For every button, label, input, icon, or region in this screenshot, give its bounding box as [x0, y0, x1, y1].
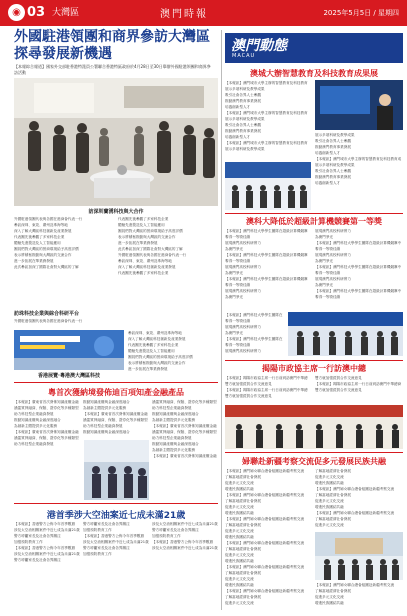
cityu-group-photo: [225, 162, 311, 210]
article1-body-col1: 外國駐港領團代表與各國在港商會代表一行 參訪深圳、東莞、廣州及珠海等地 深入了解大灣區科技創新及產業發展 代表團先後參觀了多家科技企業 體驗先進製造及人工智能應用 團員們對大灣區的營商環境給予高度評價 表示將積極推動與大灣區的交流合作 進一步拓展在華業務發展 此次參訪加深了國際社會對大灣區的了解: [14, 217, 83, 269]
article1-body-col2: 代表團先後參觀了多家科技企業 體驗先進製造及人工智能應用 團員們對大灣區的營商環境給予高度評價 表示將積極推動與大灣區的交流合作 進一步拓展在華業務發展 此次參訪加深了國際社會對大灣區的了解 外國駐港領團代表與各國在港商會代表一行 參訪深圳、東莞、廣州及珠海等地 深入了解大灣區科技創新及產業發展 代表團先後參觀了多家科技企業: [118, 217, 187, 275]
article1-subhead: 訪珠科技企業與綜合科研平台: [14, 311, 80, 317]
divider-r3: [225, 452, 403, 453]
xinjiang-photo: [315, 532, 403, 580]
headline-ip-finance: 粵首次獲納境發佈迪百項知產金融產品: [48, 388, 184, 397]
r4-body-col1: 【本報訊】澳門婦女聯合總會組團赴新疆考察交流 了解當地經濟社會發展 促進多元文化交流 增進民族團結共融 【本報訊】澳門婦女聯合總會組團赴新疆考察交流 了解當地經濟社會發展 促進多元文化交流 增進民族團結共融 【本報訊】澳門婦女聯合總會組團赴新疆考察交流 了解當地經濟社會發展 促進多元文化交流 增進民族團結共融 【本報訊】澳門婦女聯合總會組團赴新疆考察交流 了解當地經濟社會發展 促進多元文化交流 增進民族團結共融 【本報訊】澳門婦女聯合總會組團赴新疆考察交流 了解當地經濟社會發展 促進多元文化交流 增進民族團結共融 【本報訊】澳門婦女聯合總會組團赴新疆考察交流 了解當地經濟社會發展 促進多元文化交流: [225, 469, 305, 605]
divider-2: [14, 503, 218, 504]
headline-jieyang-visit: 揭陽市政協主席一行訪澳中總: [262, 364, 366, 373]
headline-main: 外國駐港領團和商界參訪大灣區 探尋發展新機遇: [14, 29, 210, 62]
page-number: 03: [27, 5, 46, 20]
headline-women-xinjiang: 婦聯赴新疆考察交流促多元發展民族共融: [242, 457, 386, 466]
macau-sub: MACAU: [232, 53, 256, 59]
ip-photo: [84, 440, 149, 500]
article2-body-col1: 【本報訊】廣東省首次發佈知識產權金融 涵蓋質押融資、保險、證券化等多種類型 助力科技型企業融資發展 推動知識產權與金融深度融合 為創新主體提供多元化服務 【本報訊】廣東省首次發佈知識產權金融 涵蓋質押融資、保險、證券化等多種類型 助力科技型企業融資發展: [14, 400, 79, 446]
expo-photo: [14, 330, 124, 370]
divider-r1: [225, 213, 403, 214]
issue-date: 2025年5月5日 / 星期四: [323, 9, 399, 17]
page-badge-icon: ◉: [8, 4, 25, 21]
article3-body-col3: 涉及太空油相關案件中近七成為未滿21歲 警方呼籲家長及社會各界關注 加強預防教育工作 【本報訊】香港警方公佈今年首季數據 涉及太空油相關案件中近七成為未滿21歲: [152, 522, 218, 550]
headline-space-oil: 港首季涉大空油案近七成未滿21歲: [46, 511, 186, 521]
photo-caption-2: 香港展覽·粵港澳大灣區科技: [38, 373, 100, 379]
article1-body-col3: 參訪深圳、東莞、廣州及珠海等地 深入了解大灣區科技創新及產業發展 代表團先後參觀了多家科技企業 體驗先進製造及人工智能應用 團員們對大灣區的營商環境給予高度評價 表示將積極推動與大灣區的交流合作 進一步拓展在華業務發展: [128, 331, 193, 371]
r4-body-col3: 【本報訊】澳門婦女聯合總會組團赴新疆考察交流 了解當地經濟社會發展 促進多元文化交流 增進民族團結共融: [315, 583, 395, 605]
photo-caption-1: 訪深圳蘭湧科技與大合作: [88, 209, 144, 215]
must-award-photo: [288, 312, 403, 356]
article1-body-col1b: 外國駐港領團代表與各國在港商會代表一行: [14, 319, 83, 323]
section-label: 大灣區: [52, 8, 80, 18]
r3-body-col2: 雙方就加強經貿合作交流意見 【本報訊】揭陽市政協主席一行日前到訪澳門中華總商 雙方就加強經貿合作交流意見: [315, 376, 402, 392]
headline-must-supercomputing: 澳科大降低於超級計算機競賽第一等獎: [246, 217, 382, 226]
article3-body-col2: 警方呼籲家長及社會各界關注 加強預防教育工作 【本報訊】香港警方公佈今年首季數據 涉及太空油相關案件中近七成為未滿21歲 警方呼籲家長及社會各界關注 加強預防教育工作: [83, 522, 149, 556]
article1-lead: 【本報綜合報道】國家外交部駐香港特派員公署聯合香港特區政府於4月28日至30日舉辦外國駐港領團和商界參訪活動: [14, 64, 211, 75]
r2-body-col1: 【本報訊】澳門科技大學學生團隊在超級計算機競賽 奪得一等獎佳績 展現澳門高校科研實力 為澳門爭光 【本報訊】澳門科技大學學生團隊在超級計算機競賽 奪得一等獎佳績 展現澳門高校科研實力 為澳門爭光 【本報訊】澳門科技大學學生團隊在超級計算機競賽 奪得一等獎佳績 展現澳門高校科研實力 為澳門爭光: [225, 229, 308, 299]
r2-body-col2: 展現澳門高校科研實力 為澳門爭光 【本報訊】澳門科技大學學生團隊在超級計算機競賽中 奪得一等獎佳績 展現澳門高校科研實力 為澳門爭光 【本報訊】澳門科技大學學生團隊在超級計算機競賽中 奪得一等獎佳績 展現澳門高校科研實力 為澳門爭光 【本報訊】澳門科技大學學生團隊在超級計算機競賽中 奪得一等獎佳績: [315, 229, 402, 299]
headline-cityu-expo: 澳城大辦智慧教育及科技教育成果展: [250, 69, 378, 78]
macau-title: 澳門動態: [231, 38, 287, 54]
r4-body-col2: 了解當地經濟社會發展 促進多元文化交流 增進民族團結共融 【本報訊】澳門婦女聯合總會組團赴新疆考察交流 了解當地經濟社會發展 促進多元文化交流 增進民族團結共融 【本報訊】澳門婦女聯合總會組團赴新疆考察交流 了解當地經濟社會發展 促進多元文化交流: [315, 469, 395, 527]
page-header: [0, 0, 407, 26]
article2-body-col3: 涵蓋質押融資、保險、證券化等多種類型 助力科技型企業融資發展 推動知識產權與金融深度融合 為創新主體提供多元化服務 【本報訊】廣東省首次發佈知識產權金融 涵蓋質押融資、保險、證券化等多種類型 助力科技型企業融資發展 推動知識產權與金融深度融合 為創新主體提供多元化服務 【本報訊】廣東省首次發佈知識產權金融: [152, 400, 217, 458]
r1-body-col1: 【本報訊】澳門城市大學主辦的智慧教育及科技教育 展示多項科研及教學成果 吸引社會各界人士參觀 推動澳門教育事業發展 培養創新型人才 【本報訊】澳門城市大學主辦的智慧教育及科技教育 展示多項科研及教學成果 吸引社會各界人士參觀 推動澳門教育事業發展 培養創新型人才 【本報訊】澳門城市大學主辦的智慧教育及科技教育 展示多項科研及教學成果: [225, 81, 308, 151]
article3-body-col1: 【本報訊】香港警方公佈今年首季數據 涉及太空油相關案件中近七成為未滿21歲 警方呼籲家長及社會各界關注 加強預防教育工作 【本報訊】香港警方公佈今年首季數據 涉及太空油相關案件中近七成為未滿21歲 警方呼籲家長及社會各界關注: [14, 522, 80, 562]
column-divider: [221, 30, 222, 610]
cityu-photo: [315, 80, 403, 130]
divider: [14, 382, 218, 383]
macau-section-header: [225, 33, 403, 63]
jieyang-photo: [225, 405, 403, 449]
masthead: 澳門時報: [160, 9, 208, 20]
article2-body-col2: 推動知識產權與金融深度融合 為創新主體提供多元化服務 【本報訊】廣東省首次發佈知識產權金融 涵蓋質押融資、保險、證券化等多種類型 助力科技型企業融資發展 推動知識產權與金融深度融合: [83, 400, 148, 434]
r2-body-col3: 【本報訊】澳門科技大學學生團隊在 奪得一等獎佳績 展現澳門高校科研實力 為澳門爭光 【本報訊】澳門科技大學學生團隊在 奪得一等獎佳績 展現澳門高校科研實力: [225, 313, 283, 353]
r1-body-col2: 展示多項科研及教學成果 吸引社會各界人士參觀 推動澳門教育事業發展 培養創新型人才 【本報訊】澳門城市大學主辦的智慧教育及科技教育成 展示多項科研及教學成果 吸引社會各界人士參觀 推動澳門教育事業發展 培養創新型人才: [315, 133, 402, 185]
main-photo: [14, 78, 218, 206]
divider-r2: [225, 360, 403, 361]
r3-body-col1: 【本報訊】揭陽市政協主席一行日前到訪澳門中華總 雙方就加強經貿合作交流意見 【本報訊】揭陽市政協主席一行日前到訪澳門中華總 雙方就加強經貿合作交流意見: [225, 376, 308, 398]
